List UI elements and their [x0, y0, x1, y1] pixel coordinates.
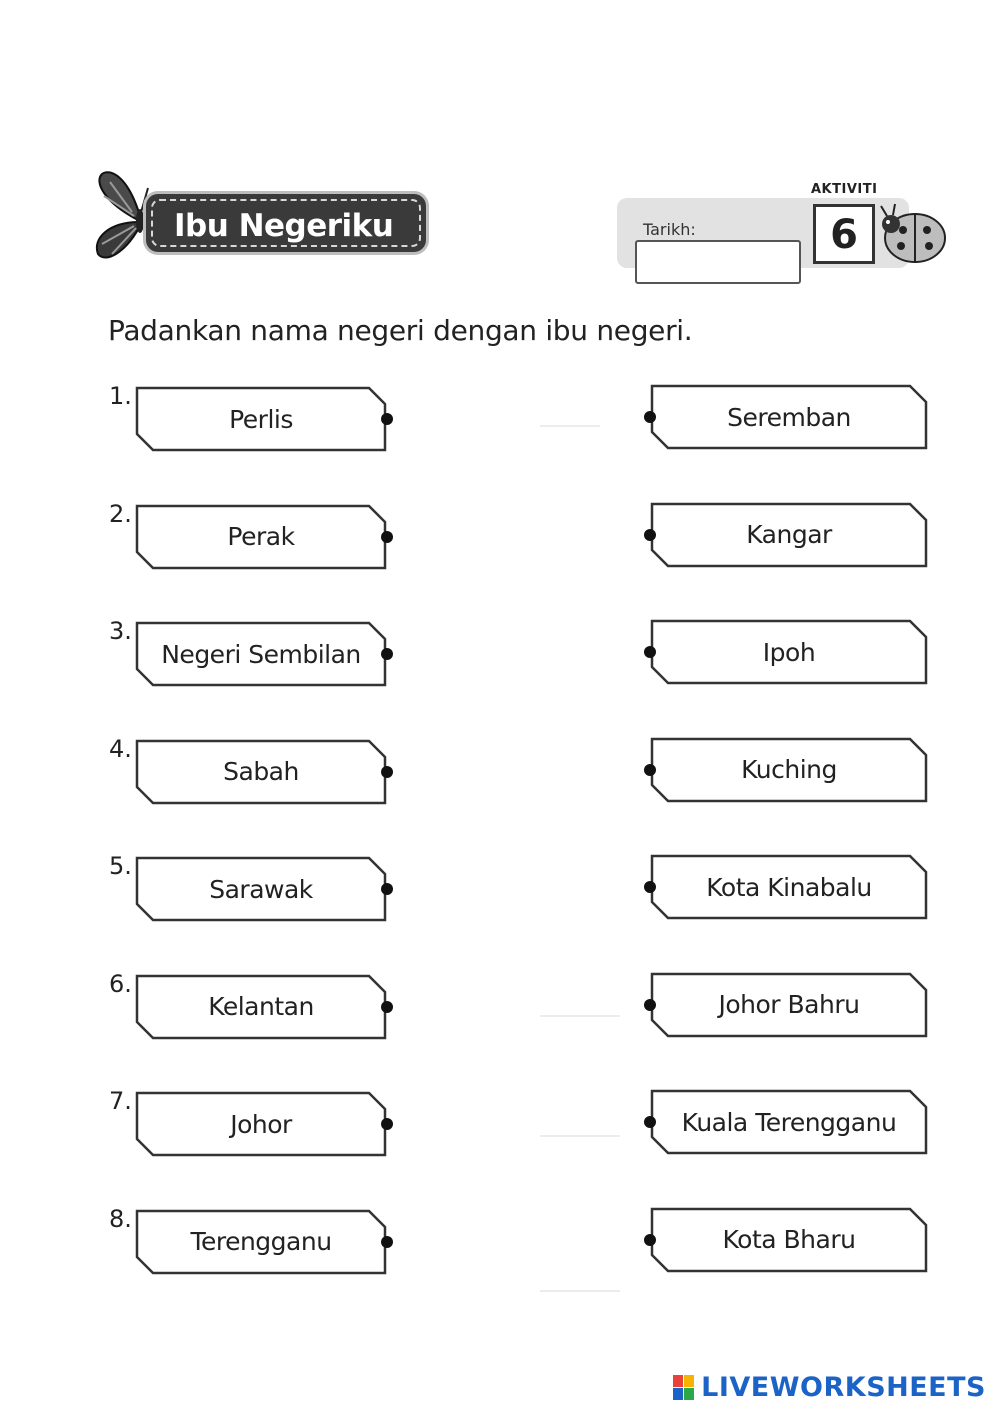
item-number: 2.	[109, 499, 132, 528]
capital-name: Seremban	[727, 402, 851, 432]
item-number: 8.	[109, 1204, 132, 1233]
capital-card	[650, 972, 928, 1038]
page-title: Ibu Negeriku	[174, 208, 394, 244]
capital-card	[650, 1089, 928, 1155]
state-card	[135, 1209, 387, 1275]
capital-name: Johor Bahru	[718, 990, 860, 1019]
item-number: 5.	[109, 852, 132, 880]
show-through-line	[540, 425, 600, 427]
capital-name: Kota Bharu	[722, 1225, 856, 1254]
brand-footer	[673, 1372, 986, 1403]
state-connector-dot[interactable]	[381, 1118, 393, 1130]
date-activity-box	[615, 178, 955, 278]
capital-connector-dot[interactable]	[644, 411, 656, 423]
state-name: Perlis	[229, 404, 293, 434]
activity-label: AKTIVITI	[811, 182, 878, 197]
ladybug-icon	[877, 200, 949, 266]
state-card	[135, 386, 387, 452]
capital-name: Kuala Terengganu	[681, 1107, 897, 1137]
state-connector-dot[interactable]	[381, 883, 393, 895]
capital-card	[650, 854, 928, 920]
state-name: Perak	[227, 522, 295, 551]
state-name: Sabah	[223, 757, 299, 786]
capital-name: Kuching	[741, 755, 837, 784]
capital-card	[650, 384, 928, 450]
capital-connector-dot[interactable]	[644, 1234, 656, 1246]
title-banner	[88, 168, 438, 268]
show-through-line	[540, 1135, 620, 1137]
item-number: 4.	[109, 734, 132, 763]
state-connector-dot[interactable]	[381, 766, 393, 778]
state-connector-dot[interactable]	[381, 413, 393, 425]
capital-name: Ipoh	[762, 637, 816, 667]
instruction-text: Padankan nama negeri dengan ibu negeri.	[108, 314, 693, 347]
capital-card	[650, 1207, 928, 1273]
state-card	[135, 1091, 387, 1157]
state-name: Johor	[230, 1109, 292, 1139]
state-card	[135, 974, 387, 1040]
state-connector-dot[interactable]	[381, 648, 393, 660]
item-number: 3.	[109, 617, 132, 645]
capital-connector-dot[interactable]	[644, 646, 656, 658]
item-number: 7.	[109, 1087, 132, 1115]
capital-name: Kota Kinabalu	[706, 872, 872, 902]
show-through-line	[540, 1290, 620, 1292]
item-number: 6.	[109, 969, 132, 998]
capital-card	[650, 619, 928, 685]
capital-connector-dot[interactable]	[644, 1116, 656, 1128]
capital-card	[650, 737, 928, 803]
state-connector-dot[interactable]	[381, 1001, 393, 1013]
capital-connector-dot[interactable]	[644, 764, 656, 776]
state-card	[135, 621, 387, 687]
brand-name: LIVEWORKSHEETS	[701, 1372, 986, 1403]
capital-connector-dot[interactable]	[644, 999, 656, 1011]
state-card	[135, 739, 387, 805]
capital-name: Kangar	[746, 520, 832, 549]
state-name: Kelantan	[208, 992, 314, 1021]
capital-connector-dot[interactable]	[644, 881, 656, 893]
brand-logo-icon	[673, 1375, 695, 1401]
state-name: Negeri Sembilan	[161, 639, 361, 669]
item-number: 1.	[109, 382, 132, 410]
state-card	[135, 856, 387, 922]
capital-card	[650, 502, 928, 568]
state-name: Terengganu	[190, 1227, 332, 1256]
state-connector-dot[interactable]	[381, 531, 393, 543]
activity-number: 6	[813, 204, 875, 264]
state-name: Sarawak	[209, 874, 313, 904]
date-field[interactable]	[635, 240, 801, 284]
state-connector-dot[interactable]	[381, 1236, 393, 1248]
state-card	[135, 504, 387, 570]
date-label: Tarikh:	[643, 220, 696, 239]
show-through-line	[540, 1015, 620, 1017]
capital-connector-dot[interactable]	[644, 529, 656, 541]
